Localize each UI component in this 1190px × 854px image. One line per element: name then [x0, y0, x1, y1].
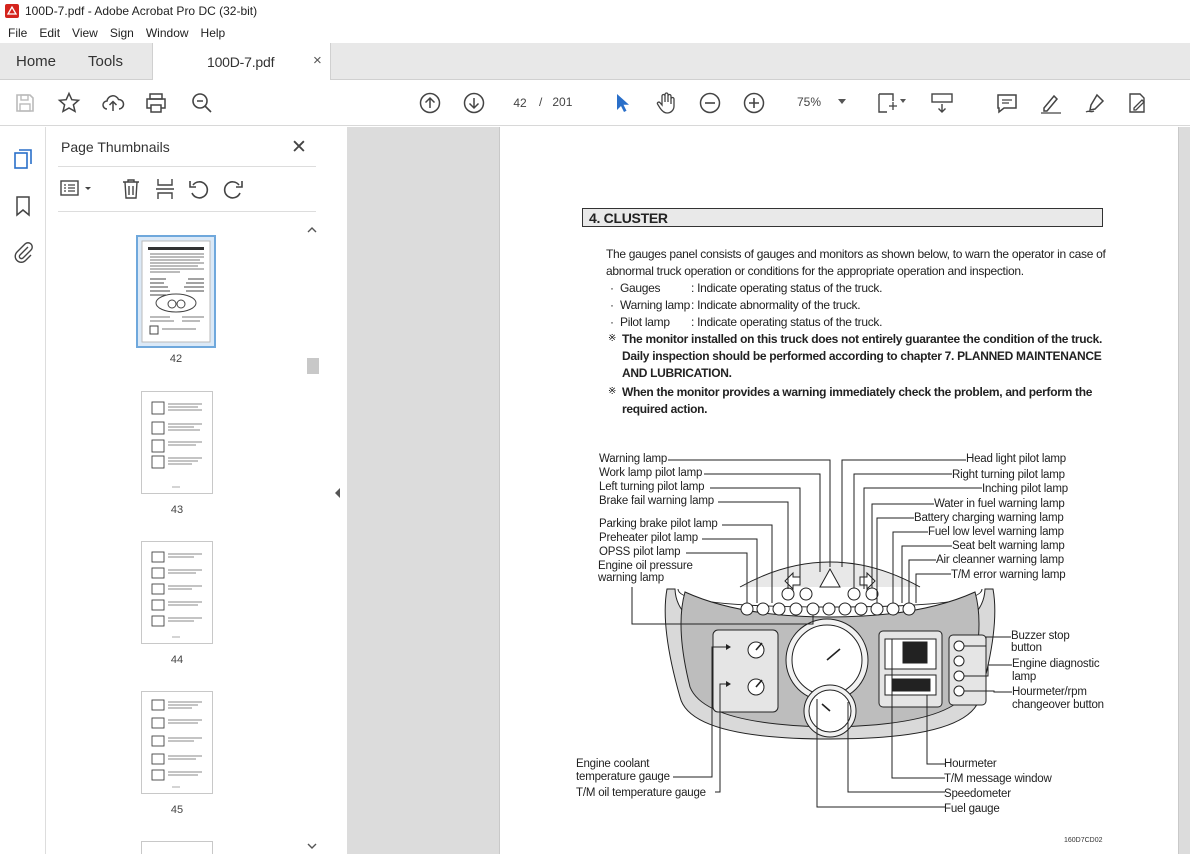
- thumbnail-page-44[interactable]: [141, 541, 213, 644]
- panel-splitter[interactable]: [328, 127, 347, 854]
- attachments-icon[interactable]: [11, 240, 35, 264]
- thumbnail-number: 44: [170, 654, 184, 666]
- label-hourmeter: Hourmeter: [944, 758, 997, 770]
- tab-bar: [0, 43, 1190, 80]
- fit-page-icon[interactable]: [875, 91, 899, 115]
- fill-sign-icon[interactable]: [1125, 91, 1149, 115]
- page-count: 201: [552, 95, 573, 109]
- note-1-line-3: AND LUBRICATION.: [622, 366, 732, 380]
- previous-page-icon[interactable]: [418, 91, 442, 115]
- label-brake-fail: Brake fail warning lamp: [599, 495, 714, 507]
- label-head-light: Head light pilot lamp: [966, 453, 1066, 465]
- left-rail: [0, 127, 46, 854]
- note-1-line-1: The monitor installed on this truck does not entirely guarantee the condition of the truck.: [622, 332, 1103, 346]
- page-total: [539, 95, 572, 109]
- scroll-mode-icon[interactable]: [930, 91, 954, 115]
- label-tm-error: T/M error warning lamp: [951, 569, 1066, 581]
- bullet-term: Pilot lamp: [620, 315, 670, 329]
- acrobat-logo-icon: [5, 4, 19, 18]
- note-1-line-2: Daily inspection should be performed according to chapter 7. PLANNED MAINTENANCE: [622, 349, 1102, 363]
- tab-document[interactable]: [152, 43, 331, 81]
- menu-sign[interactable]: Sign: [109, 25, 134, 40]
- label-coolant-1: Engine coolant: [576, 758, 650, 770]
- tab-tools[interactable]: Tools: [88, 53, 124, 70]
- upload-icon[interactable]: [101, 91, 125, 115]
- zoom-in-icon[interactable]: [742, 91, 766, 115]
- rotate-clockwise-icon[interactable]: [221, 177, 245, 201]
- document-view[interactable]: [347, 127, 1190, 854]
- thumbnail-page-45[interactable]: [141, 691, 213, 794]
- hand-tool-icon[interactable]: [654, 91, 678, 115]
- label-warning-lamp: Warning lamp: [599, 453, 668, 465]
- intro-line-2: abnormal truck operation or conditions for the appropriate operation and inspection.: [606, 264, 1024, 278]
- delete-page-icon[interactable]: [120, 177, 142, 201]
- collapse-panel-icon[interactable]: [333, 487, 341, 499]
- tab-document-label: 100D-7.pdf: [207, 54, 275, 70]
- close-tab-icon[interactable]: ×: [313, 52, 322, 69]
- thumbnails-panel: [46, 127, 328, 854]
- thumbnail-preview: [142, 392, 212, 493]
- zoom-level-select[interactable]: 75%: [797, 95, 822, 109]
- note-2-line-1: When the monitor provides a warning immediately check the problem, and perform the: [622, 385, 1093, 399]
- page-separator: /: [539, 95, 543, 109]
- label-engine-oil-2: warning lamp: [598, 572, 664, 584]
- label-left-turning: Left turning pilot lamp: [599, 481, 705, 493]
- thumbnail-scrollbar[interactable]: [305, 222, 320, 854]
- bullet-desc: : Indicate abnormality of the truck.: [691, 298, 861, 312]
- label-buzzer-1: Buzzer stop: [1011, 630, 1070, 642]
- thumbnail-list: [58, 222, 323, 854]
- label-engine-diag-1: Engine diagnostic: [1012, 658, 1100, 670]
- thumbnail-page-46[interactable]: [141, 841, 213, 854]
- label-hourmeter-rpm-1: Hourmeter/rpm: [1012, 686, 1087, 698]
- label-parking-brake: Parking brake pilot lamp: [599, 518, 718, 530]
- label-preheater: Preheater pilot lamp: [599, 532, 698, 544]
- label-seat-belt: Seat belt warning lamp: [952, 540, 1065, 552]
- window-title: 100D-7.pdf - Adobe Acrobat Pro DC (32-bit): [25, 4, 258, 18]
- menu-edit[interactable]: Edit: [39, 25, 61, 40]
- menu-help[interactable]: Help: [200, 25, 226, 40]
- label-inching: Inching pilot lamp: [982, 483, 1068, 495]
- extract-pages-icon[interactable]: [154, 177, 176, 201]
- thumbnail-number: 45: [170, 804, 184, 816]
- thumbnail-page-42[interactable]: [136, 235, 216, 348]
- label-engine-oil-1: Engine oil pressure: [598, 560, 693, 572]
- bullet-desc: : Indicate operating status of the truck.: [691, 281, 883, 295]
- label-speedometer: Speedometer: [944, 788, 1011, 800]
- title-bar: [0, 0, 1190, 22]
- note-mark: ※: [608, 333, 617, 344]
- label-tm-message: T/M message window: [944, 773, 1052, 785]
- bullet-mark: ·: [610, 298, 614, 312]
- scrollbar-thumb[interactable]: [307, 358, 319, 374]
- thumbnail-preview: [138, 237, 214, 346]
- zoom-dropdown-chevron-icon[interactable]: [838, 99, 846, 104]
- label-fuel-gauge: Fuel gauge: [944, 803, 1000, 815]
- label-work-lamp: Work lamp pilot lamp: [599, 467, 703, 479]
- note-mark: ※: [608, 386, 617, 397]
- bullet-mark: ·: [610, 315, 614, 329]
- page-thumbnails-icon[interactable]: [11, 147, 35, 171]
- bookmark-star-icon[interactable]: [57, 91, 81, 115]
- thumbnail-number: 43: [170, 504, 184, 516]
- select-cursor-icon[interactable]: [610, 91, 634, 115]
- section-title: 4. CLUSTER: [589, 210, 668, 226]
- label-opss: OPSS pilot lamp: [599, 546, 681, 558]
- zoom-out-icon[interactable]: [698, 91, 722, 115]
- panel-title: Page Thumbnails: [61, 139, 170, 155]
- label-buzzer-2: button: [1011, 642, 1042, 654]
- note-2-line-2: required action.: [622, 402, 708, 416]
- label-fuel-low: Fuel low level warning lamp: [928, 526, 1064, 538]
- intro-line-1: The gauges panel consists of gauges and monitors as shown below, to warn the operator in case of: [606, 247, 1106, 261]
- tab-home[interactable]: Home: [16, 53, 57, 70]
- label-air-cleaner: Air cleanner warning lamp: [936, 554, 1064, 566]
- next-page-icon[interactable]: [462, 91, 486, 115]
- bullet-term: Warning lamp: [620, 298, 690, 312]
- bullet-mark: ·: [610, 281, 614, 295]
- toolbar: [0, 80, 1190, 126]
- print-icon[interactable]: [144, 91, 168, 115]
- thumbnail-number: 42: [169, 353, 183, 365]
- bullet-term: Gauges: [620, 281, 661, 295]
- figure-code: 160D7CD02: [1064, 837, 1103, 844]
- label-engine-diag-2: lamp: [1012, 671, 1037, 683]
- rotate-counterclockwise-icon[interactable]: [187, 177, 211, 201]
- save-icon[interactable]: [13, 91, 37, 115]
- scroll-up-icon[interactable]: [307, 226, 317, 234]
- bullet-desc: : Indicate operating status of the truck.: [691, 315, 883, 329]
- menu-view[interactable]: View: [72, 25, 98, 40]
- thumbnail-options-icon[interactable]: [60, 178, 96, 200]
- highlight-icon[interactable]: [1039, 91, 1063, 115]
- menu-file[interactable]: File: [8, 25, 28, 40]
- close-panel-icon[interactable]: ✕: [291, 137, 307, 158]
- panel-divider: [58, 166, 316, 167]
- thumbnail-preview: [142, 542, 212, 643]
- thumbnail-page-43[interactable]: [141, 391, 213, 494]
- page-number-input[interactable]: 42: [505, 91, 535, 113]
- panel-divider: [58, 211, 316, 212]
- menu-bar: [0, 22, 1190, 43]
- scroll-down-icon[interactable]: [307, 842, 317, 850]
- bookmarks-icon[interactable]: [11, 194, 35, 218]
- label-battery: Battery charging warning lamp: [914, 512, 1064, 524]
- pdf-page: [499, 127, 1179, 854]
- label-water-in-fuel: Water in fuel warning lamp: [934, 498, 1065, 510]
- sign-pen-icon[interactable]: [1083, 91, 1107, 115]
- zoom-search-icon[interactable]: [190, 91, 214, 115]
- menu-window[interactable]: Window: [145, 25, 189, 40]
- label-tm-oil: T/M oil temperature gauge: [576, 787, 706, 799]
- fit-dropdown-chevron-icon[interactable]: [900, 99, 906, 103]
- comment-icon[interactable]: [995, 91, 1019, 115]
- thumbnail-preview: [142, 692, 212, 793]
- label-coolant-2: temperature gauge: [576, 771, 670, 783]
- label-hourmeter-rpm-2: changeover button: [1012, 699, 1104, 711]
- label-right-turning: Right turning pilot lamp: [952, 469, 1065, 481]
